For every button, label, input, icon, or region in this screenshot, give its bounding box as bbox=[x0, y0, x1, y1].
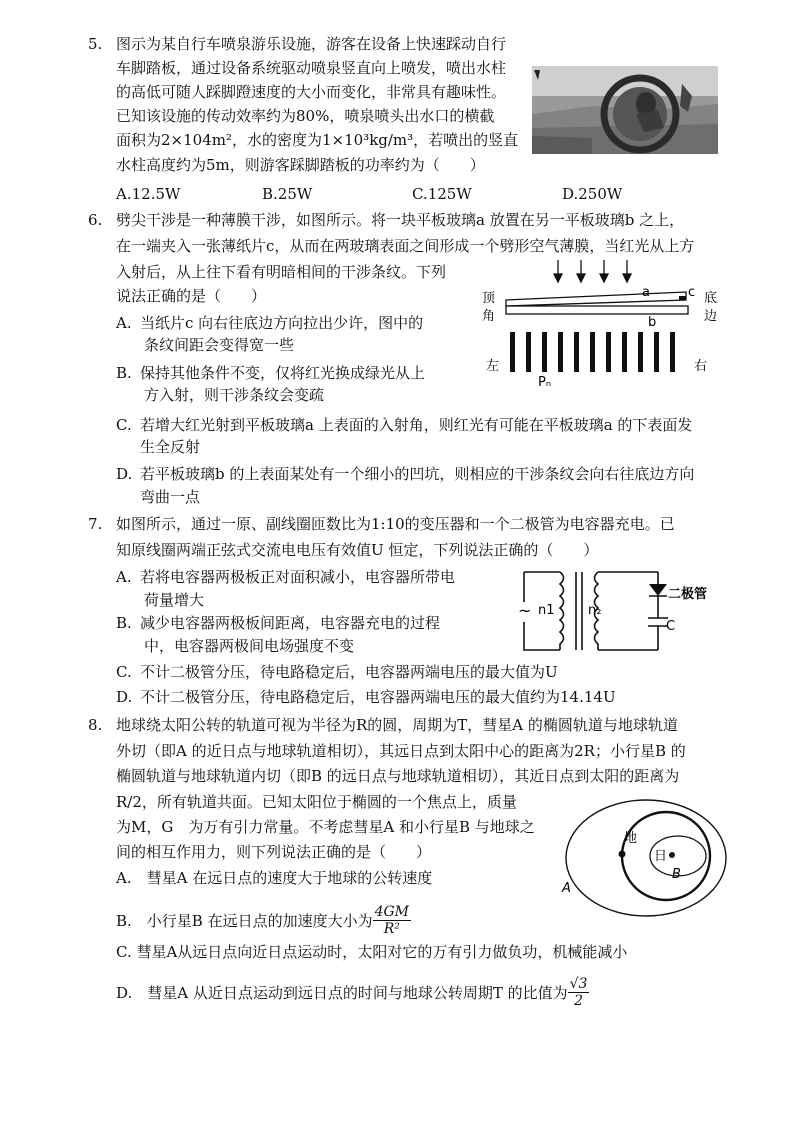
right-label: 右 bbox=[694, 359, 708, 374]
q6-option-c-letter: C. bbox=[116, 416, 132, 434]
diode-label: 二极管 bbox=[668, 587, 708, 602]
q5-line: 已知该设施的传动效率约为80%，喷泉喷头出水口的横截 bbox=[116, 107, 495, 125]
fraction-denominator: R² bbox=[383, 921, 400, 937]
q6-option-c-text-cont: 生全反射 bbox=[140, 438, 201, 456]
q6-line: 劈尖干涉是一种薄膜干涉，如图所示。将一块平板玻璃a 放置在另一平板玻璃b 之上， bbox=[116, 211, 685, 229]
q7-option-d-text: 不计二极管分压，待电路稳定后，电容器两端电压的最大值约为14.14U bbox=[140, 688, 616, 706]
q8-option-d-fraction bbox=[568, 976, 590, 1009]
q7-option-d-letter: D. bbox=[116, 688, 133, 706]
q8-option-d-text: D. 彗星A 从近日点运动到远日点的时间与地球公转周期T 的比值为 bbox=[116, 983, 568, 1002]
q5-line: 图示为某自行车喷泉游乐设施，游客在设备上快速踩动自行 bbox=[116, 35, 507, 53]
q8-option-c: C. 彗星A从远日点向近日点运动时，太阳对它的万有引力做负功，机械能减小 bbox=[116, 943, 628, 961]
q8-line: 椭圆轨道与地球轨道内切（即B 的远日点与地球轨道相切），其近日点到太阳的距离为 bbox=[116, 767, 680, 785]
q6-option-a-text-cont: 条纹间距会变得宽一些 bbox=[144, 336, 295, 354]
apex-label-2: 角 bbox=[482, 309, 496, 324]
q7-option-b-letter: B. bbox=[116, 614, 132, 632]
q7-option-c-text: 不计二极管分压，待电路稳定后，电容器两端电压的最大值为U bbox=[140, 663, 558, 681]
q8-line: 间的相互作用力，则下列说法正确的是（ ） bbox=[116, 843, 432, 861]
q6-option-d-letter: D. bbox=[116, 465, 133, 483]
q7-option-b-text-cont: 中，电容器两极间电场强度不变 bbox=[144, 637, 355, 655]
plate-a-label: a bbox=[642, 285, 650, 300]
q8-line: 地球绕太阳公转的轨道可视为半径为R的圆，周期为T，彗星A 的椭圆轨道与地球轨道 bbox=[116, 716, 678, 734]
q7-option-b-text: 减少电容器两极板间距离，电容器充电的过程 bbox=[140, 614, 441, 632]
fountain-bike-photo bbox=[532, 66, 718, 154]
q6-option-d-text-cont: 弯曲一点 bbox=[140, 488, 201, 506]
q6-option-b-text-cont: 方入射，则干涉条纹会变疏 bbox=[144, 386, 325, 404]
question-5-number: 5. bbox=[88, 35, 103, 53]
apex-label-1: 顶 bbox=[482, 291, 496, 306]
q6-option-a-letter: A. bbox=[116, 314, 132, 332]
q6-option-d-text: 若平板玻璃b 的上表面某处有一个细小的凹坑，则相应的干涉条纹会向右往底边方向 bbox=[140, 465, 695, 483]
q6-line: 入射后，从上往下看有明暗相间的干涉条纹。下列 bbox=[116, 263, 447, 281]
q5-line: 面积为2×104m²，水的密度为1×10³kg/m³，若喷出的竖直 bbox=[116, 131, 519, 149]
fraction-numerator: 4GM bbox=[374, 904, 410, 920]
pn-label: Pₙ bbox=[538, 375, 552, 388]
question-8-number: 8. bbox=[88, 716, 103, 734]
sun-label: 日 bbox=[654, 849, 668, 864]
q6-option-c-text: 若增大红光射到平板玻璃a 上表面的入射角，则红光有可能在平板玻璃a 的下表面发 bbox=[140, 416, 693, 434]
q5-option-b: B.25W bbox=[262, 185, 313, 203]
q7-line: 知原线圈两端正弦式交流电电压有效值U 恒定，下列说法正确的（ ） bbox=[116, 541, 599, 559]
ac-source-symbol: ~ bbox=[518, 601, 532, 620]
left-label: 左 bbox=[486, 359, 500, 374]
comet-a-label: A bbox=[562, 881, 571, 896]
q5-line: 的高低可随人踩脚蹬速度的大小而变化，非常具有趣味性。 bbox=[116, 83, 507, 101]
q8-option-b bbox=[116, 904, 411, 937]
q7-option-a-text-cont: 荷量增大 bbox=[144, 591, 205, 609]
n1-label: n1 bbox=[538, 603, 555, 618]
question-6-number: 6. bbox=[88, 211, 103, 229]
paper-c-label: c bbox=[688, 285, 696, 300]
q6-option-b-letter: B. bbox=[116, 364, 132, 382]
q5-line: 车脚踏板，通过设备系统驱动喷泉竖直向上喷发，喷出水柱 bbox=[116, 59, 507, 77]
fraction-denominator: 2 bbox=[574, 993, 584, 1009]
fraction-numerator: √3 bbox=[569, 976, 588, 992]
base-label-1: 底 bbox=[704, 291, 718, 306]
q8-line: R/2，所有轨道共面。已知太阳位于椭圆的一个焦点上，质量 bbox=[116, 793, 517, 811]
q8-line: 为M，G 为万有引力常量。不考虑彗星A 和小行星B 与地球之 bbox=[116, 818, 535, 836]
q7-option-a-letter: A. bbox=[116, 568, 132, 586]
asteroid-b-label: B bbox=[672, 867, 681, 882]
q8-option-b-text: B. 小行星B 在远日点的加速度大小为 bbox=[116, 911, 373, 930]
q7-line: 如图所示，通过一原、副线圈匝数比为1:10的变压器和一个二极管为电容器充电。已 bbox=[116, 515, 675, 533]
q5-option-d: D.250W bbox=[562, 185, 623, 203]
q8-line: 外切（即A 的近日点与地球轨道相切），其远日点到太阳中心的距离为2R；小行星B 的 bbox=[116, 742, 686, 760]
q5-option-c: C.125W bbox=[412, 185, 472, 203]
q7-option-a-text: 若将电容器两极板正对面积减小，电容器所带电 bbox=[140, 568, 456, 586]
capacitor-label: C bbox=[666, 619, 676, 634]
q6-line: 在一端夹入一张薄纸片c，从而在两玻璃表面之间形成一个劈形空气薄膜，当红光从上方 bbox=[116, 237, 695, 255]
question-7-number: 7. bbox=[88, 515, 103, 533]
n2-label: n₂ bbox=[588, 603, 602, 618]
q8-option-a: A. 彗星A 在远日点的速度大于地球的公转速度 bbox=[116, 869, 433, 887]
q6-option-a-text: 当纸片c 向右往底边方向拉出少许，图中的 bbox=[140, 314, 424, 332]
plate-b-label: b bbox=[648, 315, 657, 330]
earth-label: 地 bbox=[624, 831, 638, 846]
orbit-figure bbox=[560, 798, 732, 922]
q8-option-d bbox=[116, 976, 589, 1009]
q5-line: 水柱高度约为5m，则游客踩脚踏板的功率约为（ ） bbox=[116, 156, 485, 174]
q5-option-a: A.12.5W bbox=[116, 185, 181, 203]
q6-line: 说法正确的是（ ） bbox=[116, 287, 267, 305]
base-label-2: 边 bbox=[704, 309, 718, 324]
transformer-circuit-figure bbox=[512, 566, 722, 658]
q8-option-b-fraction bbox=[373, 904, 411, 937]
q7-option-c-letter: C. bbox=[116, 663, 132, 681]
wedge-interference-figure bbox=[478, 258, 728, 388]
q6-option-b-text: 保持其他条件不变，仅将红光换成绿光从上 bbox=[140, 364, 426, 382]
